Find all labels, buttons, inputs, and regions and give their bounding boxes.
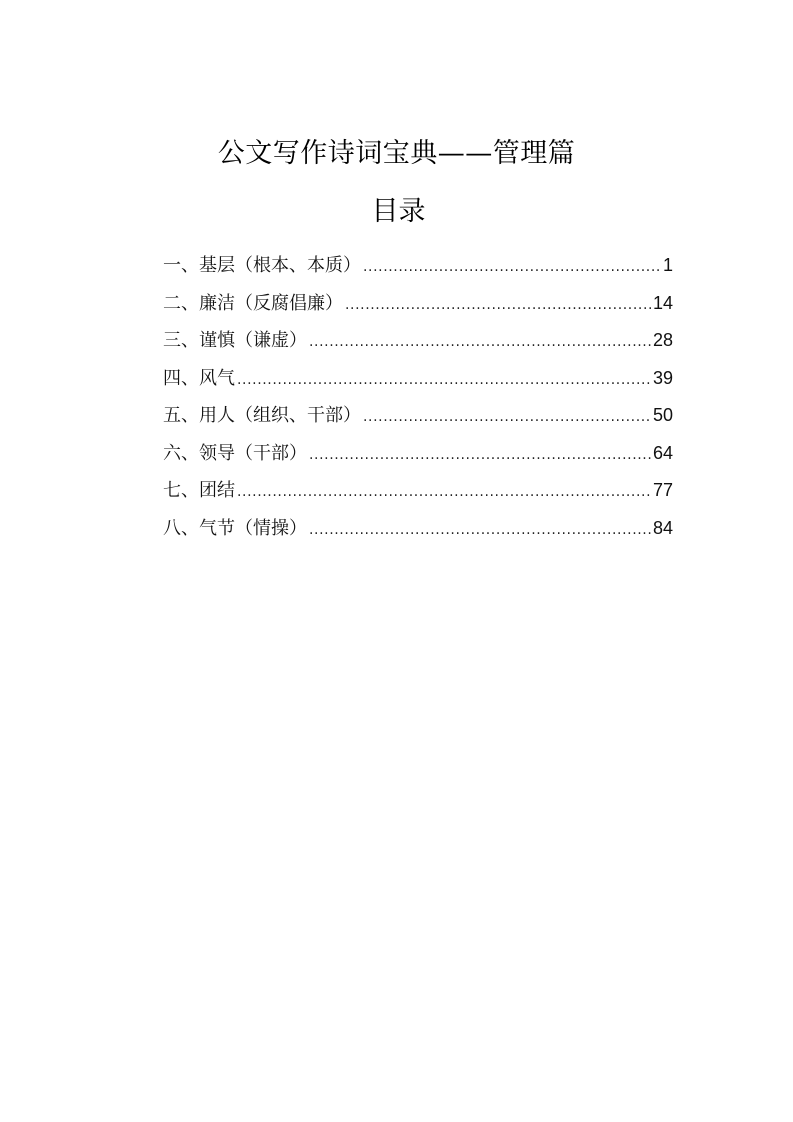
toc-entry-5[interactable] — [163, 400, 673, 438]
toc-dot-leader — [309, 327, 651, 357]
toc-entry-8[interactable] — [163, 513, 673, 551]
toc-dot-leader — [309, 440, 651, 470]
toc-entry-3[interactable] — [163, 325, 673, 363]
document-title: 公文写作诗词宝典——管理篇 — [217, 138, 576, 169]
table-of-contents — [163, 250, 673, 550]
toc-entry-label: 四、风气 — [163, 367, 235, 389]
toc-entry-label: 三、谨慎（谦虚） — [163, 330, 307, 351]
toc-dot-leader — [363, 402, 651, 432]
toc-entry-4[interactable] — [163, 363, 673, 401]
toc-page-number: 1 — [662, 255, 673, 275]
toc-entry-label: 八、气节（情操） — [163, 517, 307, 539]
toc-entry-label: 二、廉洁（反腐倡廉） — [163, 292, 343, 314]
toc-dot-leader — [237, 477, 651, 507]
toc-entry-6[interactable] — [163, 438, 673, 476]
toc-dot-leader — [237, 365, 651, 395]
toc-page-number: 84 — [652, 517, 673, 538]
toc-page-number: 64 — [652, 442, 673, 463]
toc-dot-leader — [363, 252, 661, 282]
toc-page-number: 50 — [652, 405, 673, 425]
toc-entry-1[interactable] — [163, 250, 673, 288]
toc-dot-leader — [345, 290, 651, 320]
toc-entry-7[interactable] — [163, 475, 673, 513]
toc-heading: 目录 — [371, 196, 426, 227]
toc-dot-leader — [309, 515, 651, 545]
toc-page-number: 77 — [652, 480, 673, 500]
toc-entry-label: 七、团结 — [163, 480, 235, 501]
toc-entry-label: 六、领导（干部） — [163, 442, 307, 464]
toc-entry-label: 一、基层（根本、本质） — [163, 255, 361, 276]
toc-page-number: 14 — [652, 292, 673, 313]
toc-page-number: 28 — [652, 330, 673, 350]
toc-entry-label: 五、用人（组织、干部） — [163, 405, 361, 426]
toc-entry-2[interactable] — [163, 288, 673, 326]
toc-page-number: 39 — [652, 367, 673, 388]
